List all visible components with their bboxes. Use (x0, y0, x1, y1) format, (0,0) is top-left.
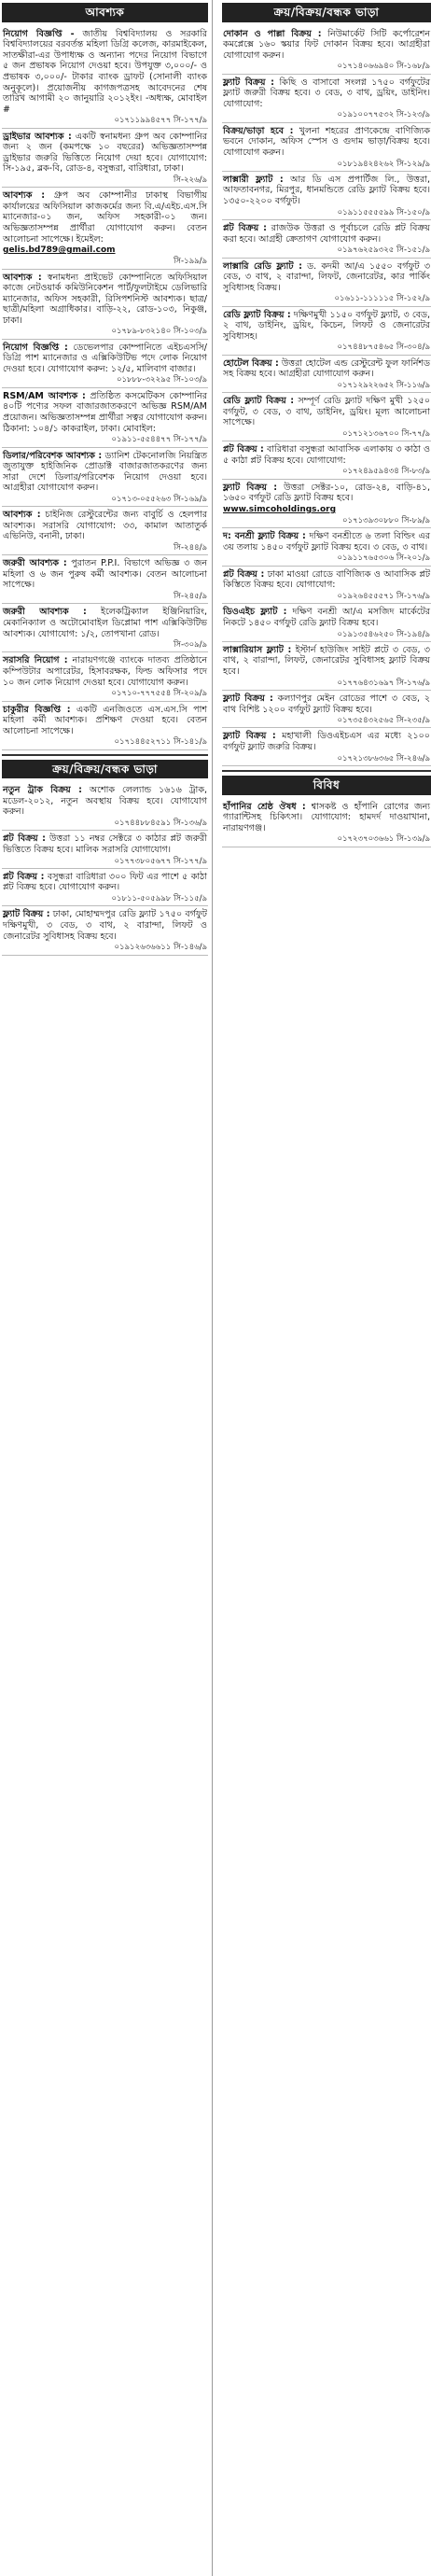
classified-ad (2, 188, 208, 269)
ad-body: একটি স্বনামধন্য গ্রুপ অব কোম্পানির জন্য ২ জন (কমপক্ষে ১০ বছরের) অভিজ্ঞতাসম্পন্ন ড্রাইভার জরুরি ভিত্তিতে নিয়োগ দেয়া হবে। যোগাযোগ: সি-১৯৫, ব্লক-বি, রোড-৪, বসুন্ধরা, বারিধারা, ঢাকা। (3, 131, 207, 175)
ad-body: ড্যানিশ টেকনোলজি নিয়ন্ত্রিত জুতাযুক্ত হাইজিনিক প্রোডাক্ট বাজারজাতকরণের জন্য সারা দেশে ডিলার/পরিবেশক নিয়োগ দেওয়া হবে। আগ্রহীরা যোগাযোগ করুন। (3, 450, 207, 494)
ad-title: ডিলার/পরিবেশক আবশ্যক : (3, 450, 103, 461)
ad-contact-ref: ০১৮১৯৪২৪২৬২ সি-১২৯/৯ (337, 159, 430, 169)
ad-title: প্লট বিক্রয় : (223, 568, 265, 580)
ad-title: প্লট বিক্রয় : (223, 223, 267, 233)
ad-title: আবশ্যক : (3, 510, 41, 521)
classified-ad (222, 799, 431, 847)
ad-body: শ্বাসকষ্ট ও হাঁপানি রোগের জন্য গ্যারান্টিসহ চিকিৎসা। যোগাযোগ: হামদর্দ দাওয়াখানা, নারায়ণগঞ্জ। (223, 801, 431, 833)
classified-ad (222, 123, 431, 172)
classified-ad (2, 652, 208, 701)
ad-link[interactable]: www.simcoholdings.org (223, 504, 337, 514)
ad-title: সরাসরি নিয়োগ : (3, 655, 68, 666)
ad-contact-ref: ০১৭১৪০৬৬৯৪০ সি-১৬৮/৯ (337, 62, 430, 72)
ad-link[interactable]: gelis.bd789@gmail.com (3, 245, 116, 256)
divider (2, 754, 208, 756)
section-header-misc: বিবিধ (222, 776, 431, 795)
ad-body: উত্তরা হোটেল এন্ড রেস্টুরেন্ট ফুল ফার্নিশড সহ বিক্রয় হবে। আগ্রহীরা যোগাযোগ করুন। (223, 357, 430, 380)
ad-body: ড. কদমী আ/এ ১৫৫০ বর্গফুট ৩ বেড, ৩ বাথ, ২ বারান্দা, লিফট, জেনারেটর, কার পার্কিং সুবিধাসহ বিক্রয়। (223, 260, 430, 293)
ad-contact-ref: ০১৯১০০৭৭৫৩২ সি-১২৩/৯ (337, 110, 430, 120)
classified-ad (2, 388, 208, 448)
classified-ad (2, 906, 208, 955)
ad-contact-ref: ০১৭১৩-০৫৫২৬৩ সি-১৬৯/৯ (111, 494, 207, 504)
classified-ad (2, 448, 208, 508)
classified-ad (2, 26, 208, 129)
ad-title: RSM/AM আবশ্যক : (3, 390, 86, 401)
ad-body: উত্তরা ১১ নম্বর সেক্টরে ৩ কাঠার প্লট জরুরী ভিত্তিতে বিক্রয় হবে। মালিক সরাসরি যোগাযোগ। (3, 833, 207, 855)
classified-ad (222, 26, 431, 75)
ad-contact-ref: ০১৭৪৪৮৮৪৫৯১ সি-১৩৬/৯ (114, 819, 207, 829)
classified-ad (222, 567, 431, 605)
ad-title: হাঁপানির শ্রেষ্ঠ ঔষধ : (223, 801, 306, 812)
classified-ad (2, 604, 208, 652)
ad-body: দক্ষিণমুখী ১১৫০ বর্গফুট ফ্ল্যাট, ৩ বেড, ২ বাথ, ডাইনিং, ড্রয়িং, কিচেন, লিফট ও জেনারেটর সুবিধাসহ। (223, 309, 430, 342)
ad-title: নতুন ট্রাক বিক্রয় : (3, 785, 82, 796)
classified-ad (2, 507, 208, 555)
ad-contact-ref: ০১৭৪৪৮৭৫৪৬৫ সি-৩০৪/৯ (337, 343, 430, 353)
ad-body: চাইনিজ রেস্টুরেন্টের জন্য বাবুর্চি ও হেলপার আবশ্যক। সরাসরি যোগাযোগ: ৩৩, কামাল আতাতুর্ক এভিনিউ, বনানী, ঢাকা। (3, 510, 207, 542)
classified-ad (222, 259, 431, 307)
classified-ad (2, 782, 208, 831)
ad-body: আর ডি এস প্রপার্টিজ লি., উত্তরা, আফতাবনগর, মিরপুর, ধানমন্ডিতে রেডি ফ্ল্যাট বিক্রয় হবে। ১৩৫০-২২০০ বর্গফুট। (223, 174, 430, 207)
ad-contact-ref: সি-২২৬/৯ (173, 175, 207, 185)
classified-ad (222, 441, 431, 480)
job-ads-list (2, 26, 208, 750)
ad-title: আবশ্যক : (3, 190, 46, 202)
ad-contact-ref: ০১৭২১৩৮৬৩৬৫ সি-২৪৬/৯ (337, 753, 430, 763)
ad-body: খুলনা শহরের প্রাণকেন্দ্রে বাণিজ্যিক ভবনে দোকান, অফিস স্পেস ও গুদাম ভাড়া/বিক্রয় হবে। যোগাযোগ করুন। (223, 125, 430, 158)
ad-body: মহাখালী ডিওএইচএস এর মধ্যে ২১০০ বর্গফুট ফ্ল্যাট জরুরি বিক্রয়। (223, 731, 430, 753)
ad-contact-ref: ০১৭১৩৯৩০৮৮০ সি-৮৯/৯ (342, 515, 430, 525)
ad-title: ডিওএইচ ফ্ল্যাট : (223, 607, 287, 618)
ad-title: ফ্ল্যাট বিক্রয় : (3, 909, 50, 920)
ad-title: লাক্সারী ফ্ল্যাট : (223, 174, 284, 185)
classified-ad (222, 528, 431, 567)
classified-ad (2, 270, 208, 340)
ad-contact-ref: ০১৭৭৬৪৩১৬৯৭ সি-১৭৬/৯ (337, 678, 430, 688)
ad-title: জরুরী আবশ্যক : (3, 558, 67, 569)
classified-ad (222, 604, 431, 642)
divider (222, 770, 431, 772)
ad-contact-ref: ০১৮৮৮-৩২২৯৫ সি-১০৩/৯ (116, 375, 207, 385)
section-header-jobs: আবশ্যক (2, 3, 208, 22)
classified-ad (222, 642, 431, 691)
ad-body: সম্পূর্ণ রেডি ফ্ল্যাট দক্ষিণ মুখী ১২৫০ বর্গফুট, ৩ বেড, ৩ বাথ, ডাইনিং, ড্রয়িং। মূল্য আলোচনা সাপেক্ষে। (223, 396, 430, 428)
ad-title: বিক্রয়/ভাড়া হবে : (223, 125, 294, 136)
classified-ad (222, 220, 431, 259)
ad-body: দক্ষিণ বনশ্রী আ/এ মসজিদ মার্কেটের নিকটে ১৪৫০ বর্গফুট রেডি ফ্ল্যাট বিক্রয় হবে। (223, 607, 430, 628)
ad-contact-ref: ০১৭১০-৭৭৭৫৫৪ সি-২০৯/৯ (111, 689, 207, 699)
ad-title: দোকান ও পাল্লা বিক্রয় : (223, 28, 322, 39)
ad-body: বসুন্ধরা বারিধারা ৩০০ ফিট এর পাশে ৫ কাঠা প্লট বিক্রয় হবে। যোগাযোগ করুন। (3, 871, 207, 893)
ad-contact-ref: ০১৮১১-৫০৫৯৯৮ সি-১১৫/৯ (111, 894, 207, 904)
misc-ads-list (222, 799, 431, 847)
sale-ads-list (2, 782, 208, 955)
ad-title: রেডি ফ্ল্যাট বিক্রয় : (223, 396, 295, 407)
ad-contact-ref: ০১৯১১-৫৫৪৪৭৭ সি-১৭৭/৯ (111, 435, 207, 445)
property-ads-list (222, 26, 431, 766)
ad-contact-ref: ০১৯১২৬৩৬৬১১ সি-১৪৬/৯ (114, 943, 207, 953)
ad-body: ঢাকা মাওয়া রোডে বাণিজ্যিক ও আবাসিক প্লট কিস্তিতে বিক্রয় হবে। যোগাযোগ: (223, 568, 430, 591)
ad-body: স্বনামধন্য প্রাইভেট কোম্পানিতে অফিসিয়াল কাজে নেটওয়ার্ক কমিউনিকেশন পার্ট/ফুলটাইমে ডেলিভারি ম্যানেজার, অফিস সহকারী, রিসিপশনিস্ট আবশ্যক। ছাত্র/ছাত্রী/মহিলা অগ্রাধিকার। বাড়ি-২২, রোড-১০৩, নিকুঞ্জ, ঢাকা। (3, 272, 208, 326)
ad-contact-ref: সি-২৪৫/৯ (173, 592, 207, 602)
ad-title: চাকুরীর বিজ্ঞপ্তি : (3, 704, 71, 715)
ad-body: ইস্টার্ন হাউজিং সাইট প্লটে ৩ বেড, ৩ বাথ, ২ বারান্দা, লিফট, জেনারেটর সুবিধাসহ ফ্ল্যাট বিক্রয় হবে। (223, 644, 430, 678)
classified-ad (222, 307, 431, 356)
ad-body: পুরাতন P.P.I. বিভাগে অভিজ্ঞ ৩ জন মহিলা ও ৬ জন পুরুষ কর্মী আবশ্যক। বেতন আলোচনা সাপেক্ষে। (3, 558, 207, 591)
ad-body: জাতীয় বিশ্ববিদ্যালয় ও সরকারি বিশ্ববিদ্যালয়ের বরবর্তন্ত মহিলা ডিগ্রি কলেজ, কারমাইকেল, সাতক্ষীরা-এর উপাধ্যক্ষ ও অন্যান্য পদের নিয়োগ বিভাগে ৫ জন প্রভাষক নিয়োগ দেওয়া হবে। উপযুক্ত ৩,০০০/- ও প্রভাষক ৩,০০০/- টাকার ব্যাংক ড্রাফট (সোনালী ব্যাংক অনুকূলে)। প্রয়োজনীয় কাগজপত্রসহ আবেদনের শেষ তারিখ আগামী ২০ জানুয়ারি ২০১২ইং। -অধ্যক্ষ, মোবাইল # (3, 28, 207, 115)
ad-title: লাক্সারিয়াস ফ্ল্যাট : (223, 644, 292, 655)
classified-ad (222, 356, 431, 394)
ad-title: নিয়োগ বিজ্ঞপ্তি - (3, 28, 75, 39)
ad-contact-ref: ০১৯১৩৫৪৬২৫০ সি-১৯৪/৯ (337, 629, 430, 639)
ad-body: নারায়ণগঞ্জে ব্যাংকে দাতব্য প্রতিষ্ঠানে কম্পিউটার অপারেটর, হিসাবরক্ষক, ফিল্ড অফিসার পদে ১০ জন লোক নিয়োগ দেওয়া হবে। যোগাযোগ করুন। (3, 655, 207, 688)
ad-body: বারিধারা বসুন্ধরা আবাসিক এলাকায় ৩ কাঠা ও ৫ কাঠা প্লট বিক্রয় হবে। যোগাযোগ: (223, 444, 430, 466)
ad-body: ইলেকট্রিক্যাল ইঞ্জিনিয়ারিং, মেকানিক্যাল ও অটোমোবাইল ডিপ্লোমা পাশ এক্সিকিউটিভ আবশ্যক। যোগাযোগ: ১/২, তোপখানা রোড। (3, 607, 207, 639)
ad-title: ফ্ল্যাট বিক্রয় : (223, 482, 278, 493)
classified-ad (222, 728, 431, 766)
ad-contact-ref: সি-২৪৪/৯ (173, 542, 207, 553)
classified-ad (2, 129, 208, 189)
ad-contact-ref: ০১৭২৪৯৫৯৪৩৪ সি-৮৩/৯ (342, 467, 430, 477)
section-header-sale-rent: ক্রয়/বিক্রয়/বন্ধক ভাড়া (2, 760, 208, 779)
ad-title: ফ্ল্যাট বিক্রয় : (223, 693, 273, 704)
ad-contact-ref: ০১৭১২৯২২৬৫২ সি-১১৬/৯ (337, 380, 430, 390)
ad-contact-ref: ০১৭১১৯৯৪৫৭৭ সি-১৭৭/৯ (114, 116, 207, 126)
classified-ad (2, 555, 208, 604)
ad-title: জরুরী আবশ্যক : (3, 607, 87, 618)
classified-ad (2, 340, 208, 388)
ad-contact-ref: সি-১৯৯/৯ (173, 257, 207, 267)
right-column (220, 0, 431, 2576)
ad-body: গ্রুপ অব কোম্পানীর ঢাকাস্থ বিভাগীয় কার্যালয়ের অফিসিয়াল কাজকর্মের জন্য বি.এ/এইচ.এস.সি ম্যানেজার-০১ জন, অফিস সহকারী-০১ জন। অভিজ্ঞতাসম্পন্ন প্রার্থীরা যোগাযোগ করুন। বেতন আলোচনা সাপেক্ষে। ইমেইল: (3, 190, 208, 245)
ad-body: নিউমার্কেট সিটি কর্পোরেশন কমপ্লেক্সে ১৬০ স্কয়ার ফিট দোকান বিক্রয় হবে। আগ্রহীরা যোগাযোগ করুন। (223, 28, 431, 61)
ad-title: লাক্সারি রেডি ফ্ল্যাট : (223, 260, 302, 272)
ad-body: কল্যাণপুর মেইন রোডের পাশে ৩ বেড, ২ বাথ বিশিষ্ট ১২০০ বর্গফুট ফ্ল্যাট বিক্রয় হবে। (223, 693, 430, 715)
ad-contact-ref: সি-৩০৯/৯ (173, 640, 207, 651)
ad-contact-ref: ০১৭৮৯-৮৩২১৪০ সি-১০৩/৯ (111, 327, 207, 337)
ad-contact-ref: ০১৬১১-১১১১১৫ সি-১৫২/৯ (334, 294, 430, 304)
ad-body: ঢাকা, মোহাম্মদপুর রেডি ফ্ল্যাট ১৭৫০ বর্গফুট দক্ষিণমুখী, ৩ বেড, ৩ বাথ, ২ বারান্দা, লিফট ও জেনারেটর সুবিধাসহ বিক্রয় হবে। (3, 909, 207, 942)
classified-ad (222, 172, 431, 220)
ad-contact-ref: ০১৭১৪৪৫২৭১১ সি-১৪১/৯ (114, 737, 207, 748)
ad-body: দক্ষিণ বনশ্রীতে ৬ তলা বিল্ডিং এর ৩য় তলায় ১৪৫০ বর্গফুট ফ্ল্যাট বিক্রয় হবে। ৩ বেড, ৩ বাথ। (223, 531, 430, 553)
ad-contact-ref: ০১৭২৩৭০৩৬৬১ সি-১৩৯/৯ (337, 834, 430, 845)
ad-contact-ref: ০১৯৭৬২৫৯৩২৫ সি-১৫১/৯ (337, 245, 430, 256)
left-column (2, 0, 213, 2576)
ad-body: অশোক লেল্যান্ড ১৬১৬ ট্রাক, মডেল-২০১২, নতুন অবস্থায় বিক্রয় হবে। যোগাযোগ করুন। (3, 785, 207, 818)
ad-title: দ: বনশ্রী ফ্ল্যাট বিক্রয় : (223, 531, 306, 542)
ad-contact-ref: ০১৭৭৩৮০৫৬৭৭ সি-১৭৭/৯ (114, 856, 207, 866)
ad-title: ফ্ল্যাট বিক্রয় : (223, 731, 276, 742)
ad-body: রাজউক উত্তরা ও পূর্বাচলে রেডি প্লট বিক্রয় করা হবে। আগ্রহী ক্রেতাগণ যোগাযোগ করুন। (223, 223, 431, 245)
ad-title: হোটেল বিক্রয় : (223, 357, 279, 369)
ad-title: রেডি ফ্ল্যাট বিক্রয় : (223, 309, 291, 320)
ad-body: কিছি ও বাসাবো সংলগ্ন ১৭৫০ বর্গফুটের ফ্ল্যাট জরুরী বিক্রয় হবে। ৩ বেড, ৩ বাথ, ড্রয়িং, ডাইনিং। যোগাযোগ: (223, 77, 431, 109)
ad-contact-ref: ০১৯১১৫৫৫৫৯৯ সি-১৫০/৯ (337, 207, 430, 217)
ad-contact-ref: ০১৯১১৭৬৫৩০৬ সি-২০১/৯ (337, 553, 430, 564)
classified-ad (2, 869, 208, 907)
ad-title: ফ্ল্যাট বিক্রয় : (223, 77, 274, 88)
section-header-sale-rent: ক্রয়/বিক্রয়/বন্ধক ভাড়া (222, 3, 431, 22)
ad-contact-ref: ০১৭৩৫৪৩২৫৬৫ সি-২৩৫/৯ (337, 716, 430, 726)
ad-title: ড্রাইভার আবশ্যক : (3, 131, 72, 142)
ad-body: উত্তরা সেক্টর-১০, রোড-২৪, বাড়ি-৪১, ১৬৫০ বর্গফুট রেডি ফ্ল্যাট বিক্রয় হবে। (223, 482, 431, 504)
classified-ad (222, 393, 431, 441)
classified-ad (2, 702, 208, 750)
ad-body: একটি এনজিওতে এস.এস.সি পাশ মহিলা কর্মী আবশ্যক। প্রশিক্ষণ দেওয়া হবে। বেতন আলোচনা সাপেক্ষে। (3, 704, 207, 736)
ad-body: প্রতিষ্ঠিত কসমেটিকস কোম্পানির ৪০টি পণ্যের সফল বাজারজাতকরণে অভিজ্ঞ RSM/AM প্রয়োজন। অভিজ্ঞতাসম্পন্ন প্রার্থীরা সত্বর যোগাযোগ করুন। ঠিকানা: ১০৪/১ কাকরাইল, ঢাকা। মোবাইল: (3, 390, 207, 434)
ad-body: ডেভেলপার কোম্পানিতে এইচএসসি/ডিগ্রি পাশ ম্যানেজার ও এক্সিকিউটিভ পদে লোক নিয়োগ দেওয়া হবে। যোগাযোগ করুন: ১২/৫, মালিবাগ বাজার। (3, 342, 207, 374)
ad-title: প্লট বিক্রয় : (3, 871, 45, 882)
ad-title: প্লট বিক্রয় : (3, 833, 46, 845)
classified-ad (2, 831, 208, 869)
ad-title: আবশ্যক : (3, 272, 42, 283)
ad-contact-ref: ০১৯২৬৪৫৫৫৭১ সি-১৭৬/৯ (337, 591, 430, 601)
classified-ad (222, 691, 431, 729)
ad-title: প্লট বিক্রয় : (223, 444, 264, 455)
classified-ad (222, 480, 431, 528)
ad-title: নিয়োগ বিজ্ঞপ্তি : (3, 342, 68, 353)
classified-ad (222, 75, 431, 123)
ad-contact-ref: ০১৭১২১৩৬৭০০ সি-৭৭/৯ (341, 428, 430, 439)
